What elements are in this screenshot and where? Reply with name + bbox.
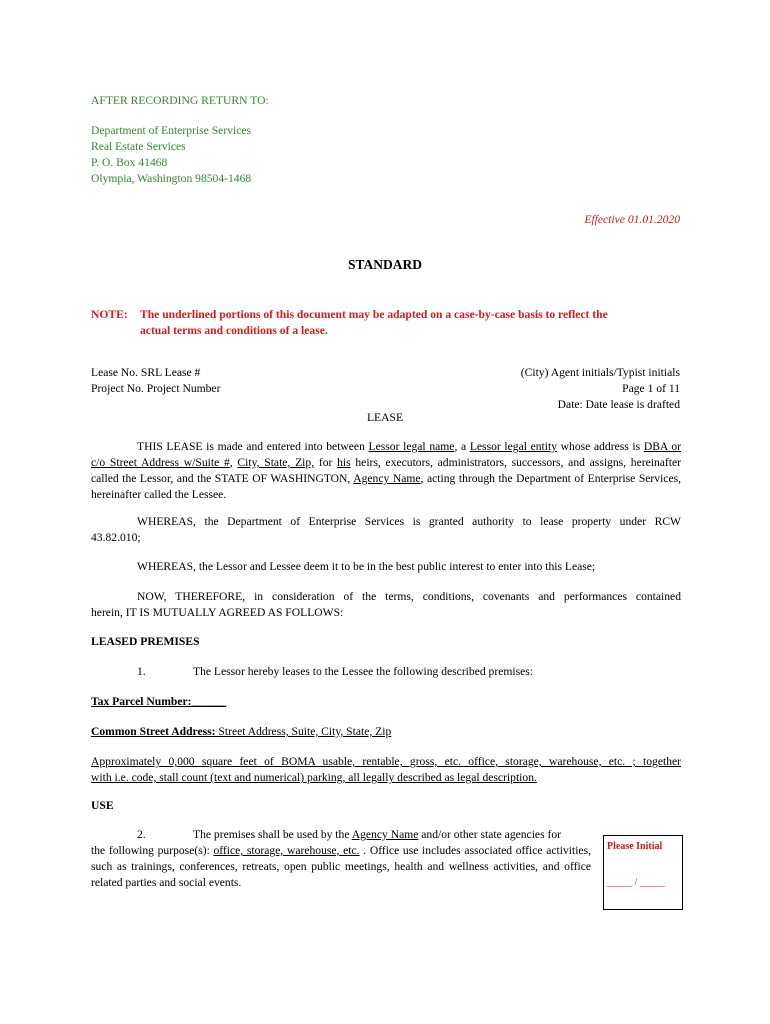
intro-text: whose address is [557,440,644,453]
note-line: The underlined portions of this document may be adapted on a case-by-case basis to reflect the [140,308,608,321]
item-number: 1. [137,665,146,678]
intro-text: , acting through the Department of Enterprise Services, hereinafter called the Lessee. [91,472,681,501]
agency-name: Agency Name [353,472,421,485]
page-number: Page 1 of 11 [622,382,680,395]
initial-blanks[interactable]: _____ / _____ [607,877,665,888]
please-initial-box[interactable] [603,835,683,910]
lease-meta-left [91,365,220,397]
lessor-legal-entity: Lessor legal entity [469,440,558,453]
please-initial-label: Please Initial [607,841,663,852]
return-address [91,123,251,187]
lessor-street-address: DBA or c/o Street Address w/Suite # [91,440,681,469]
intro-text: , [229,456,238,469]
lease-heading: LEASE [366,411,404,424]
use-paragraph [91,843,591,891]
whereas-line: WHEREAS, the Department of Enterprise Services is granted authority to lease property under RCW [137,515,681,528]
lessor-city-state-zip: City, State, Zip, [237,456,315,469]
intro-paragraph [91,439,681,503]
street-address-value: Street Address, Suite, City, State, Zip [215,725,392,738]
now-therefore [91,589,681,621]
use-text: and/or other state agencies for [418,828,561,841]
note-text [140,307,685,339]
tax-parcel-label: Tax Parcel Number: [91,695,192,708]
intro-text: for [314,456,338,469]
document-title: STANDARD [347,257,422,272]
note-line: actual terms and conditions of a lease. [140,324,328,337]
street-address [91,724,391,740]
project-number: Project No. Project Number [91,382,221,395]
tax-parcel [91,694,226,710]
use-heading: USE [91,799,114,812]
lease-meta-right [430,365,680,413]
lease-number: Lease No. SRL Lease # [91,366,201,379]
premises-line: Approximately 0,000 square feet of BOMA usable, rentable, gross, etc. office, storage, warehouse, etc. ; together [91,755,681,768]
whereas-authority [91,514,681,546]
use-text: the following purpose(s): [91,844,214,857]
note-label: NOTE: [91,308,128,321]
address-line: P. O. Box 41468 [91,156,168,169]
lessor-legal-name: Lessor legal name [368,440,455,453]
agent-initials: (City) Agent initials/Typist initials [520,366,680,379]
use-text: . Office use includes associated office activities, such as trainings, conferences, retreats, open public meetings, health and wellness activities, and office related parties and social events. [91,844,591,889]
address-line: Olympia, Washington 98504-1468 [91,172,252,185]
use-agency-name: Agency Name [351,828,419,841]
leased-premises-heading: LEASED PREMISES [91,635,200,648]
intro-text: THIS LEASE is made and entered into between [137,440,369,453]
use-line-first [193,827,591,843]
address-line: Department of Enterprise Services [91,124,251,137]
draft-date: Date: Date lease is drafted [557,398,680,411]
premises-line: with i.e. code, stall count (text and numerical) parking, all legally described as legal description. [91,771,537,784]
effective-date: Effective 01.01.2020 [584,213,680,226]
use-text: The premises shall be used by the [193,828,352,841]
leased-premises-text: The Lessor hereby leases to the Lessee the following described premises: [193,665,533,678]
item-number: 2. [137,828,146,841]
intro-text: , a [454,440,470,453]
tax-parcel-blank: ______ [191,695,227,708]
premises-description [91,754,681,786]
street-address-label: Common Street Address: [91,725,216,738]
use-purposes: office, storage, warehouse, etc. [213,844,360,857]
return-to-heading: AFTER RECORDING RETURN TO: [91,94,269,107]
intro-text: heirs, executors, administrators, successors, and assigns, hereinafter called the Lessor, and the STATE OF WASHINGTON, [91,456,681,485]
lessor-pronoun: his [337,456,351,469]
now-line: herein, IT IS MUTUALLY AGREED AS FOLLOWS: [91,606,344,619]
now-line: NOW, THEREFORE, in consideration of the terms, conditions, covenants and performances contained [137,590,681,603]
whereas-public-interest: WHEREAS, the Lessor and Lessee deem it to be in the best public interest to enter into this Lease; [137,560,596,573]
whereas-line: 43.82.010; [91,531,141,544]
address-line: Real Estate Services [91,140,186,153]
